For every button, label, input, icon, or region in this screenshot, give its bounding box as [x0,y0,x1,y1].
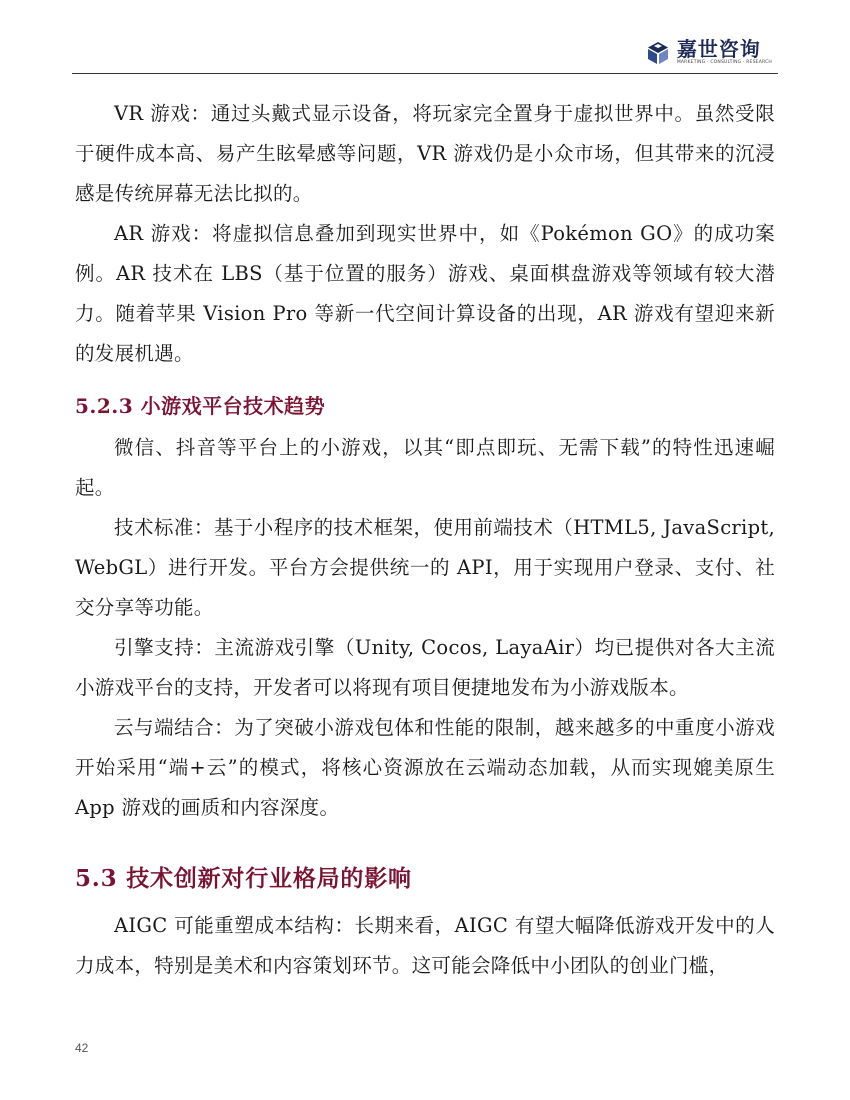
paragraph-mini-games-intro: 微信、抖音等平台上的小游戏，以其“即点即玩、无需下载”的特性迅速崛起。 [75,436,775,499]
paragraph-tech-standard: 技术标准：基于小程序的技术框架，使用前端技术（HTML5, JavaScript, WebGL）进行开发。平台方会提供统一的 API，用于实现用户登录、支付、社交分享等功能。 [75,516,775,619]
logo-tagline: MARKETING · CONSULTING · RESEARCH [676,60,772,65]
page-header [72,28,778,74]
paragraph-cloud-edge: 云与端结合：为了突破小游戏包体和性能的限制，越来越多的中重度小游戏开始采用“端+云”的模式，将核心资源放在云端动态加载，从而实现媲美原生 App 游戏的画质和内容深度。 [75,716,775,819]
header-divider [72,73,778,74]
paragraph-vr-games: VR 游戏：通过头戴式显示设备，将玩家完全置身于虚拟世界中。虽然受限于硬件成本高、易产生眩晕感等问题，VR 游戏仍是小众市场，但其带来的沉浸感是传统屏幕无法比拟的。 [75,102,775,205]
section-heading: 5.3 技术创新对行业格局的影响 [75,865,412,892]
logo-cube-icon [645,40,671,66]
company-logo [645,38,772,70]
subsection-heading: 5.2.3 小游戏平台技术趋势 [75,394,326,418]
logo-name: 嘉世咨询 [676,37,761,61]
paragraph-ar-games: AR 游戏：将虚拟信息叠加到现实世界中，如《Pokémon GO》的成功案例。AR 技术在 LBS（基于位置的服务）游戏、桌面棋盘游戏等领域有较大潜力。随着苹果 Vision Pro 等新一代空间计算设备的出现，AR 游戏有望迎来新的发展机遇。 [75,222,775,365]
paragraph-aigc: AIGC 可能重塑成本结构：长期来看，AIGC 有望大幅降低游戏开发中的人力成本，特别是美术和内容策划环节。这可能会降低中小团队的创业门槛， [75,914,775,977]
page-number: 42 [75,1041,89,1055]
paragraph-engine-support: 引擎支持：主流游戏引擎（Unity, Cocos, LayaAir）均已提供对各大主流小游戏平台的支持，开发者可以将现有项目便捷地发布为小游戏版本。 [75,636,775,699]
page-body [75,94,775,986]
